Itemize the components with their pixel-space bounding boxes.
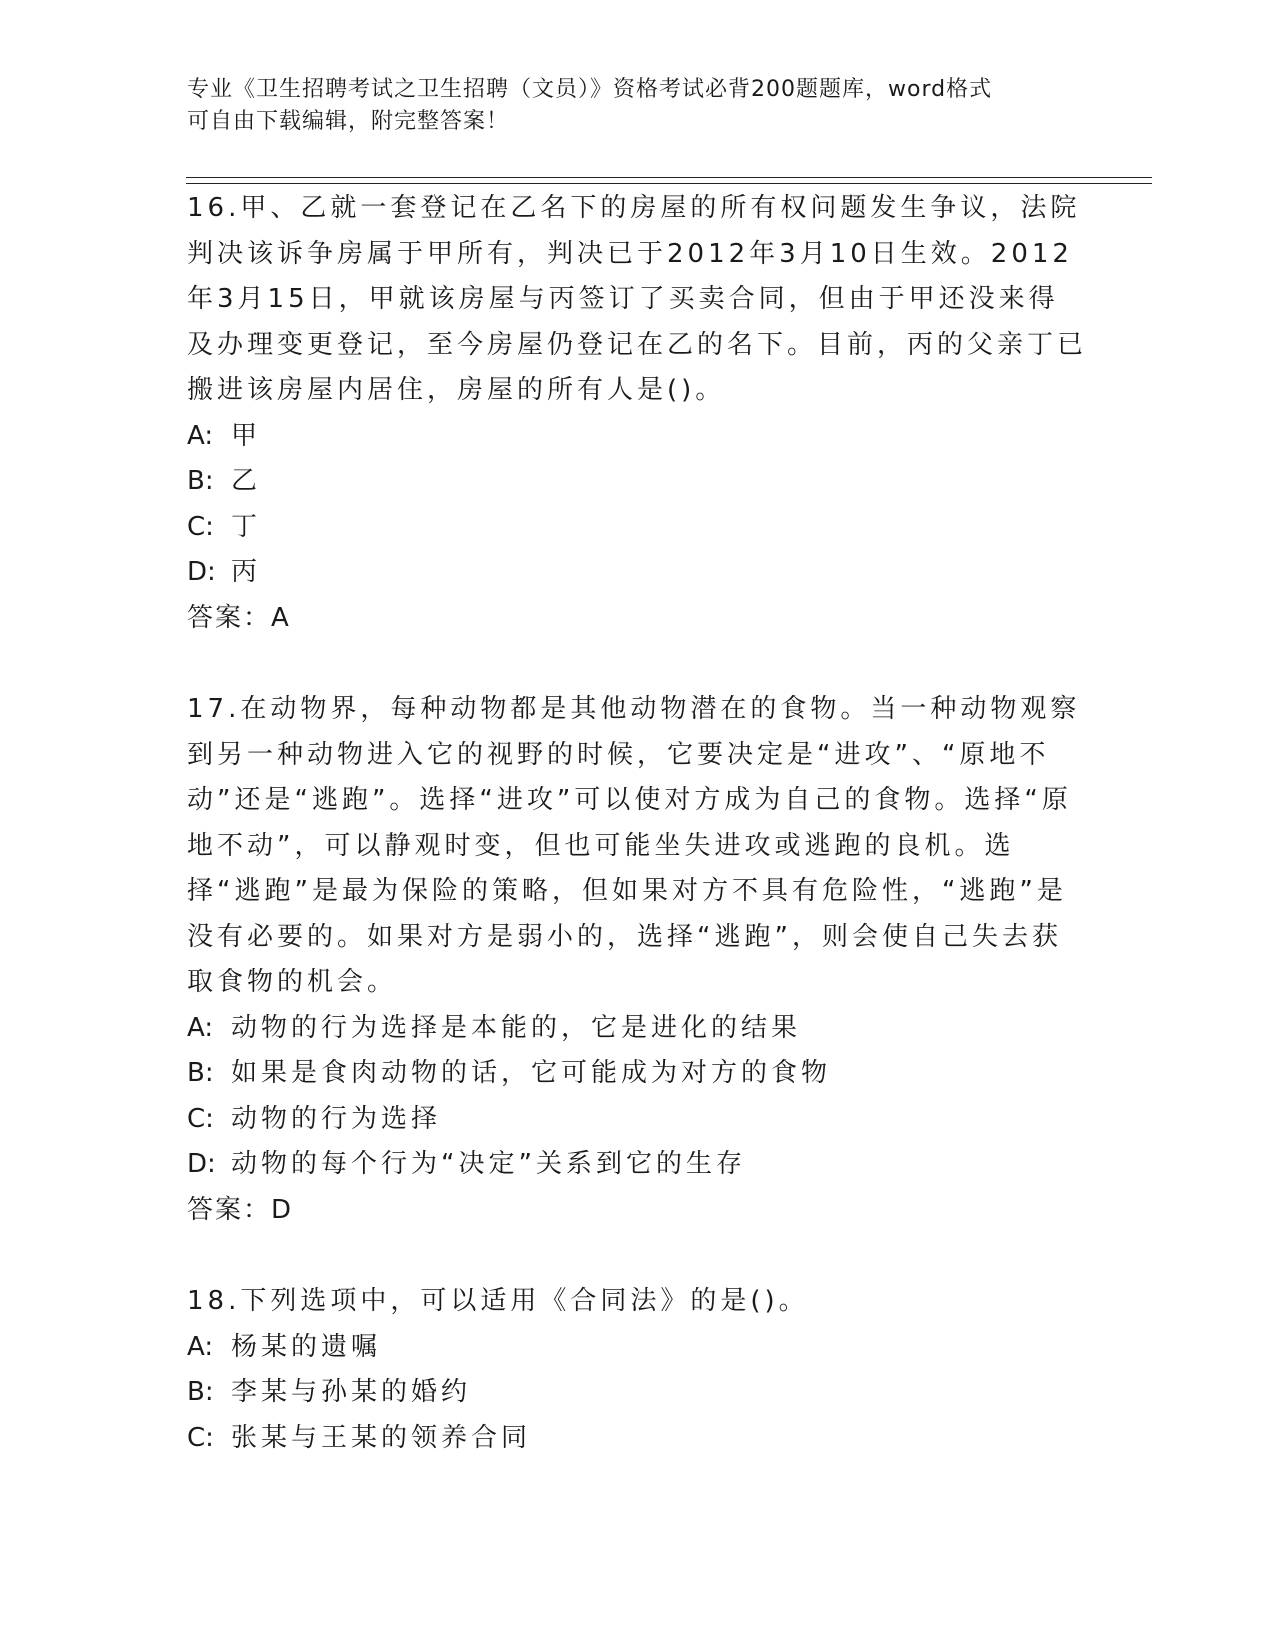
- option-text: 张某与王某的领养合同: [231, 1422, 532, 1453]
- question-spacer: [187, 641, 1087, 687]
- option-c: [187, 505, 1087, 551]
- question-text: 17.在动物界，每种动物都是其他动物潜在的食物。当一种动物观察到另一种动物进入它的视野的时候，它要决定是“进攻”、“原地不动”还是“逃跑”。选择“进攻”可以使对方成为自己的食物。选择“原地不动”，可以静观时变，但也可能坐失进攻或逃跑的良机。选择“逃跑”是最为保险的策略，但如果对方不具有危险性，“逃跑”是没有必要的。如果对方是弱小的，选择“逃跑”，则会使自己失去获取食物的机会。: [187, 694, 1081, 997]
- option-text: 杨某的遗嘱: [231, 1331, 382, 1362]
- option-key: A:: [187, 420, 214, 451]
- answer-line: 答案：D: [187, 1194, 294, 1225]
- option-text: 甲: [231, 420, 262, 451]
- option-a: [187, 414, 1087, 460]
- option-text: 动物的每个行为“决定”关系到它的生存: [231, 1149, 746, 1179]
- question-spacer: [187, 1233, 1087, 1279]
- question-17: [187, 687, 1087, 1233]
- header-divider-bottom: [186, 183, 1152, 184]
- option-key: A:: [187, 1331, 214, 1362]
- option-key: B:: [187, 1058, 214, 1088]
- option-b: [187, 1370, 1087, 1416]
- option-a: [187, 1325, 1087, 1371]
- option-text: 乙: [231, 466, 262, 496]
- option-d: [187, 550, 1087, 596]
- question-text: 16.甲、乙就一套登记在乙名下的房屋的所有权问题发生争议，法院判决该诉争房属于甲所有，判决已于2012年3月10日生效。2012年3月15日，甲就该房屋与丙签订了买卖合同，但由于甲还没来得及办理变更登记，至今房屋仍登记在乙的名下。目前，丙的父亲丁已搬进该房屋内居住，房屋的所有人是()。: [187, 193, 1088, 405]
- option-text: 动物的行为选择: [231, 1103, 442, 1134]
- question-list: [187, 186, 1087, 1461]
- option-key: D:: [187, 557, 216, 587]
- option-b: [187, 459, 1087, 505]
- option-key: C:: [187, 1103, 214, 1134]
- option-d: [187, 1142, 1087, 1188]
- option-key: C:: [187, 1422, 214, 1453]
- option-a: [187, 1006, 1087, 1052]
- option-text: 丙: [231, 557, 262, 587]
- answer-line: 答案：A: [187, 602, 291, 633]
- header-line-1: 专业《卫生招聘考试之卫生招聘（文员）》资格考试必背200题题库，word格式: [187, 77, 993, 102]
- header-divider-top: [186, 177, 1152, 178]
- option-text: 丁: [231, 511, 262, 542]
- option-key: B:: [187, 1377, 214, 1407]
- header-line-2: 可自由下载编辑，附完整答案！: [187, 109, 510, 134]
- option-b: [187, 1051, 1087, 1097]
- option-text: 如果是食肉动物的话，它可能成为对方的食物: [231, 1058, 832, 1088]
- question-text: 18.下列选项中，可以适用《合同法》的是()。: [187, 1286, 809, 1316]
- document-header: [187, 74, 1087, 138]
- option-c: [187, 1416, 1087, 1462]
- option-key: B:: [187, 466, 214, 496]
- question-18: [187, 1279, 1087, 1461]
- option-key: D:: [187, 1149, 216, 1179]
- option-text: 李某与孙某的婚约: [231, 1377, 472, 1407]
- option-key: A:: [187, 1012, 214, 1043]
- option-c: [187, 1097, 1087, 1143]
- option-key: C:: [187, 511, 214, 542]
- question-16: [187, 186, 1087, 641]
- option-text: 动物的行为选择是本能的，它是进化的结果: [231, 1012, 802, 1043]
